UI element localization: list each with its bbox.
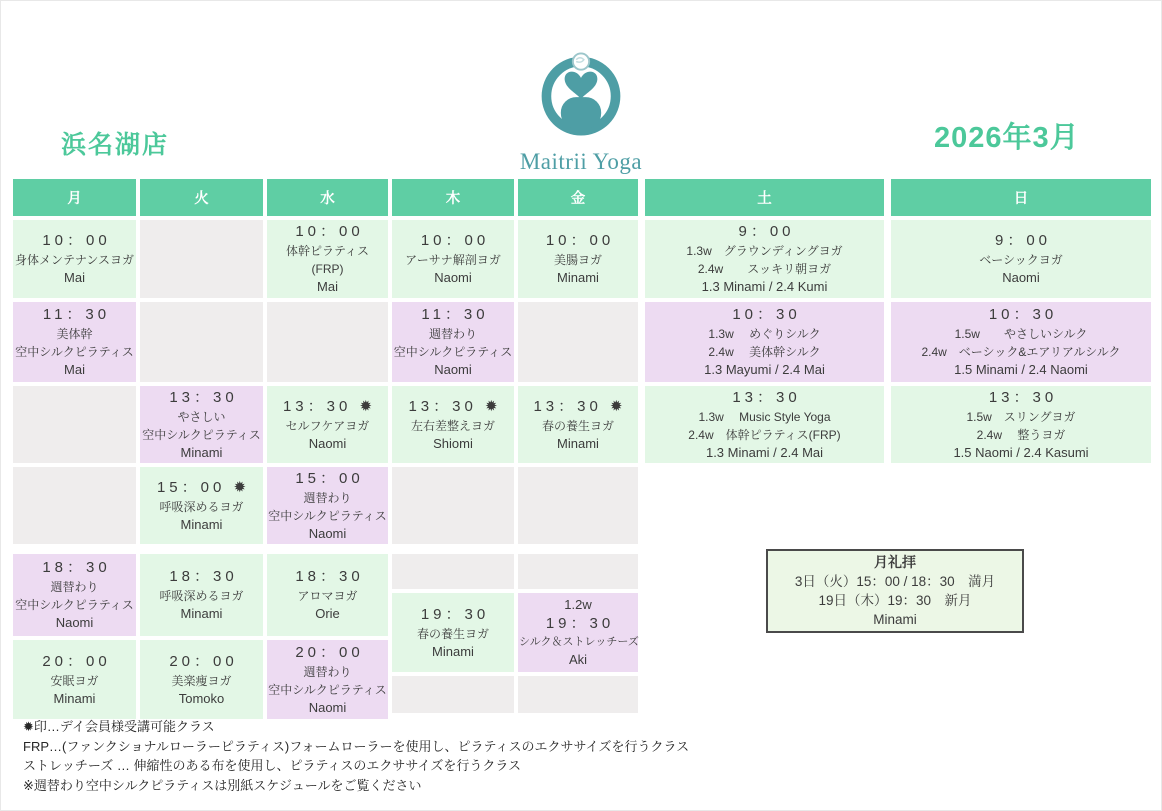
- cell-line-label: 2.4w スッキリ朝ヨガ: [697, 262, 832, 276]
- cell-line-time: 13：30 ✹: [282, 397, 377, 415]
- footnotes: [23, 717, 689, 795]
- cell-line-who: 1.3 Minami / 2.4 Mai: [705, 444, 824, 460]
- empty-cell: [13, 386, 136, 463]
- cell-line-who: Mai: [64, 270, 85, 285]
- cell-line-label: 1.3w めぐりシルク: [708, 327, 821, 341]
- moon-worship-title: 月礼拝: [874, 554, 916, 570]
- cell-line-time: 13：30: [732, 388, 801, 406]
- class-cell: [13, 220, 136, 298]
- footnote-stretcheze: ストレッチーズ … 伸縮性のある布を使用し、ピラティスのエクササイズを行うクラス: [23, 758, 521, 773]
- cell-line-who: Minami: [53, 690, 96, 706]
- cell-line-time: 13：30: [169, 388, 238, 406]
- cell-line-label: 1.5w スリングヨガ: [966, 409, 1076, 424]
- cell-line-who: 1.5 Minami / 2.4 Naomi: [954, 362, 1088, 377]
- day-column-tue: [140, 179, 263, 723]
- cell-line-label: 美楽痩ヨガ: [171, 673, 232, 688]
- cell-line-label: 2.4w 整うヨガ: [976, 427, 1066, 442]
- class-cell: [267, 386, 388, 463]
- cell-line-label: 1.3w グラウンディングヨガ: [686, 244, 843, 258]
- cell-line-time: 18：30: [42, 559, 111, 576]
- footnote-weekly-silk: ※週替わり空中シルクピラティスは別紙スケジュールをご覧ください: [23, 777, 422, 793]
- cell-line-label: 2.4w 体幹ピラティス(FRP): [688, 427, 841, 442]
- cell-line-who: Minami: [557, 435, 599, 451]
- class-cell: [13, 302, 136, 382]
- cell-line-time: 15：00: [295, 469, 364, 487]
- class-cell: [645, 386, 884, 463]
- cell-line-who: Minami: [432, 643, 474, 659]
- cell-line-who: Minami: [180, 444, 223, 460]
- cell-line-time: 20：00: [42, 652, 111, 670]
- day-column-sat: [645, 179, 884, 467]
- class-cell: [140, 386, 263, 463]
- class-cell: [518, 386, 638, 463]
- class-cell: [13, 554, 136, 636]
- cell-line-label: 2.4w ベーシック&エアリアルシルク: [921, 345, 1121, 359]
- day-header-mon: 月: [13, 179, 136, 216]
- cell-line-label: アーサナ解剖ヨガ: [405, 253, 501, 267]
- cell-line-label: ベーシックヨガ: [979, 253, 1063, 267]
- class-cell: [392, 386, 514, 463]
- cell-line-label: アロマヨガ: [297, 589, 358, 603]
- cell-line-who: Naomi: [55, 615, 94, 630]
- empty-cell: [267, 302, 388, 382]
- cell-line-label: 春の養生ヨガ: [541, 418, 614, 433]
- cell-line-label: 美腸ヨガ: [553, 253, 602, 267]
- cell-line-time: 18：30: [295, 568, 364, 585]
- cell-line-time: 20：00: [169, 652, 238, 670]
- cell-line-label: 週替わり: [50, 580, 99, 594]
- cell-line-time: 10：00: [295, 223, 364, 240]
- logo-wordmark: Maitrii Yoga: [519, 149, 643, 174]
- class-cell: [891, 220, 1151, 298]
- class-cell: [891, 302, 1151, 382]
- cell-line-label: 体幹ピラティス: [285, 244, 370, 258]
- class-cell: [891, 386, 1151, 463]
- cell-line-label: 週替わり: [428, 327, 477, 341]
- cell-line-who: 1.3 Mayumi / 2.4 Mai: [704, 362, 825, 377]
- empty-cell: [392, 467, 514, 544]
- cell-line-who: 1.5 Naomi / 2.4 Kasumi: [953, 444, 1089, 460]
- cell-line-label: やさしい: [177, 409, 226, 424]
- cell-line-who: 1.2w: [564, 597, 592, 612]
- cell-line-who: Naomi: [434, 362, 472, 377]
- cell-line-who: Tomoko: [178, 690, 225, 706]
- cell-line-time: 11：30: [42, 306, 111, 323]
- cell-line-who: Minami: [180, 516, 223, 532]
- class-cell: [267, 467, 388, 544]
- class-cell: [518, 593, 638, 672]
- studio-logo: [513, 51, 649, 175]
- cell-line-who: Naomi: [308, 699, 347, 715]
- moon-worship-box: [766, 549, 1024, 633]
- day-header-thu: 木: [392, 179, 514, 216]
- cell-line-time: 19：30: [545, 615, 615, 632]
- cell-line-label: 週替わり: [303, 664, 352, 679]
- cell-line-time: 9：00: [738, 223, 795, 240]
- cell-line-time: 15：00 ✹: [156, 478, 251, 496]
- day-header-fri: 金: [518, 179, 638, 216]
- day-column-fri: [518, 179, 638, 717]
- cell-line-label: 空中シルクピラティス: [268, 508, 387, 523]
- month-title: 2026年3月: [934, 122, 1080, 154]
- day-header-sat: 土: [645, 179, 884, 216]
- moon-worship-line: 19日（木）19：30 新月: [818, 593, 972, 608]
- cell-line-time: 20：00: [295, 643, 364, 661]
- cell-line-who: Minami: [180, 606, 223, 621]
- class-cell: [140, 467, 263, 544]
- empty-cell: [518, 467, 638, 544]
- day-column-sun: [891, 179, 1151, 467]
- footnote-frp: FRP…(ファンクショナルローラーピラティス)フォームローラーを使用し、ピラティスのエクササイズを行うクラス: [23, 738, 690, 754]
- cell-line-who: Naomi: [434, 270, 472, 285]
- class-cell: [645, 220, 884, 298]
- day-header-sun: 日: [891, 179, 1151, 216]
- moon-worship-instructor: Minami: [873, 612, 917, 627]
- cell-line-who: Mai: [317, 279, 338, 294]
- cell-line-label: 空中シルクピラティス: [268, 682, 387, 697]
- cell-line-time: 10：00: [42, 232, 111, 249]
- cell-line-label: 左右差整えヨガ: [410, 418, 495, 433]
- cell-line-time: 10：00: [545, 232, 615, 249]
- cell-line-label: セルフケアヨガ: [285, 418, 370, 433]
- class-cell: [518, 220, 638, 298]
- cell-line-time: 10：30: [732, 306, 801, 323]
- cell-line-time: 13：30 ✹: [408, 397, 502, 415]
- day-column-thu: [392, 179, 514, 717]
- class-cell: [140, 554, 263, 636]
- empty-cell: [518, 676, 638, 713]
- cell-line-label: 週替わり: [303, 490, 352, 505]
- class-cell: [392, 302, 514, 382]
- cell-line-label: 空中シルクピラティス: [393, 345, 513, 359]
- cell-line-label: 1.3w Music Style Yoga: [698, 409, 831, 424]
- cell-line-time: 19：30: [420, 605, 490, 623]
- cell-line-label: 呼吸深めるヨガ: [159, 589, 244, 603]
- store-title: 浜名湖店: [61, 131, 170, 159]
- empty-cell: [392, 676, 514, 713]
- footnote-day-member: ✹印…デイ会員様受講可能クラス: [23, 719, 215, 734]
- cell-line-label: 呼吸深めるヨガ: [159, 499, 244, 514]
- class-cell: [267, 640, 388, 719]
- class-cell: [392, 220, 514, 298]
- empty-cell: [13, 467, 136, 544]
- cell-line-label: 空中シルクピラティス: [15, 345, 134, 359]
- empty-cell: [140, 220, 263, 298]
- cell-line-time: 9：00: [994, 232, 1052, 249]
- cell-line-who: Naomi: [308, 525, 347, 541]
- class-cell: [140, 640, 263, 719]
- cell-line-label: 1.5w やさしいシルク: [954, 327, 1088, 341]
- day-header-wed: 水: [267, 179, 388, 216]
- cell-line-who: Orie: [315, 606, 340, 621]
- cell-line-label: (FRP): [311, 262, 344, 276]
- class-cell: [267, 554, 388, 636]
- schedule-grid: [13, 179, 1151, 723]
- class-cell: [267, 220, 388, 298]
- cell-line-label: 身体メンテナンスヨガ: [14, 253, 135, 267]
- cell-line-small: シルク＆ストレッチーズ: [519, 636, 639, 648]
- day-header-tue: 火: [140, 179, 263, 216]
- cell-line-label: 春の養生ヨガ: [416, 626, 489, 641]
- empty-cell: [518, 554, 638, 589]
- cell-line-who: Naomi: [1002, 270, 1040, 285]
- cell-line-who: Minami: [557, 270, 599, 285]
- day-column-wed: [267, 179, 388, 723]
- cell-line-who: Shiomi: [433, 435, 473, 451]
- cell-line-time: 18：30: [169, 568, 238, 585]
- cell-line-time: 13：30 ✹: [533, 397, 627, 415]
- class-cell: [392, 593, 514, 672]
- cell-line-time: 13：30: [988, 388, 1058, 406]
- cell-line-label: 空中シルクピラティス: [15, 598, 134, 612]
- moon-worship-line: 3日（火）15：00 / 18：30 満月: [794, 574, 996, 589]
- cell-line-label: 美体幹: [56, 327, 93, 341]
- empty-cell: [392, 554, 514, 589]
- cell-line-who: Aki: [568, 652, 588, 667]
- cell-line-time: 11：30: [421, 306, 489, 323]
- cell-line-who: Mai: [64, 362, 85, 377]
- cell-line-time: 10：00: [420, 232, 490, 249]
- class-cell: [13, 640, 136, 719]
- empty-cell: [140, 302, 263, 382]
- cell-line-who: Naomi: [308, 435, 347, 451]
- class-cell: [645, 302, 884, 382]
- cell-line-label: 安眠ヨガ: [50, 673, 99, 688]
- cell-line-label: 空中シルクピラティス: [142, 427, 261, 442]
- cell-line-time: 10：30: [988, 306, 1058, 323]
- cell-line-label: 2.4w 美体幹シルク: [708, 345, 821, 359]
- empty-cell: [518, 302, 638, 382]
- day-column-mon: [13, 179, 136, 723]
- cell-line-who: 1.3 Minami / 2.4 Kumi: [701, 279, 828, 294]
- yoga-figure-logo-icon: [533, 51, 629, 147]
